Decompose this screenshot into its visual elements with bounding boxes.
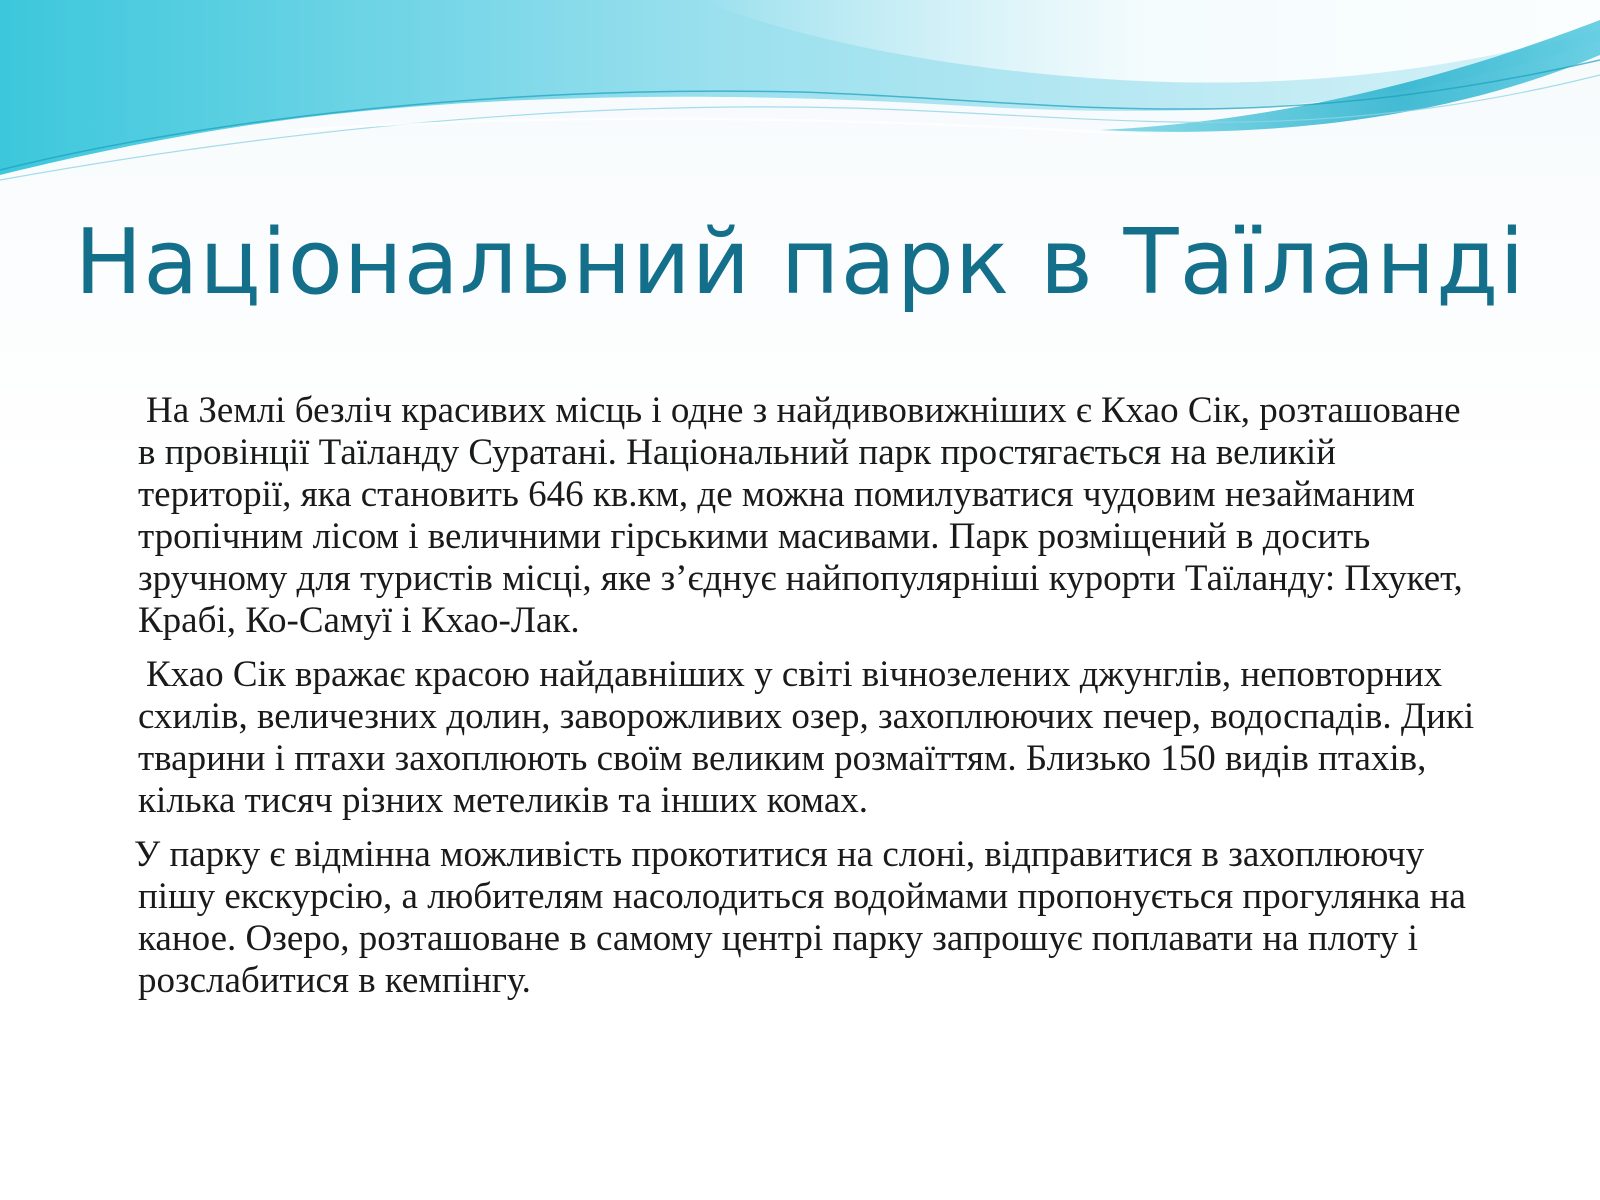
decorative-wave-header: [0, 0, 1600, 190]
slide-body: [134, 390, 1483, 1014]
paragraph-2: Кхао Сік вражає красою найдавніших у світі вічнозелених джунглів, неповторних схилів, величезних долин, заворожливих озер, захоплюючих печер, водоспадів. Дикі тварини і птахи захоплюють своїм великим розмаїттям. Близько 150 видів птахів, кілька тисяч різних метеликів та інших комах.: [138, 654, 1475, 821]
wave-line-3: [300, 119, 1150, 135]
paragraph-3: У парку є відмінна можливість прокотитися на слоні, відправитися в захоплюючу пішу екскурсію, а любителям насолодиться водоймами пропонується прогулянка на каное. Озеро, розташоване в самому центрі парку запрошує поплавати на плоту і розслабитися в кемпінгу.: [134, 834, 1466, 1001]
paragraph-1: На Землі безліч красивих місць і одне з найдивовижніших є Кхао Сік, розташоване в провінції Таїланду Суратані. Національний парк простягається на великій території, яка становить 646 кв.км, де можна помилуватися чудовим незайманим тропічним лісом і величними гірськими масивами. Парк розміщений в досить зручному для туристів місці, яке з’єднує найпопулярніші курорти Таїланду: Пхукет, Крабі, Ко-Самуї і Кхао-Лак.: [138, 390, 1463, 641]
slide-title: Національний парк в Таїланді: [74, 210, 1526, 315]
